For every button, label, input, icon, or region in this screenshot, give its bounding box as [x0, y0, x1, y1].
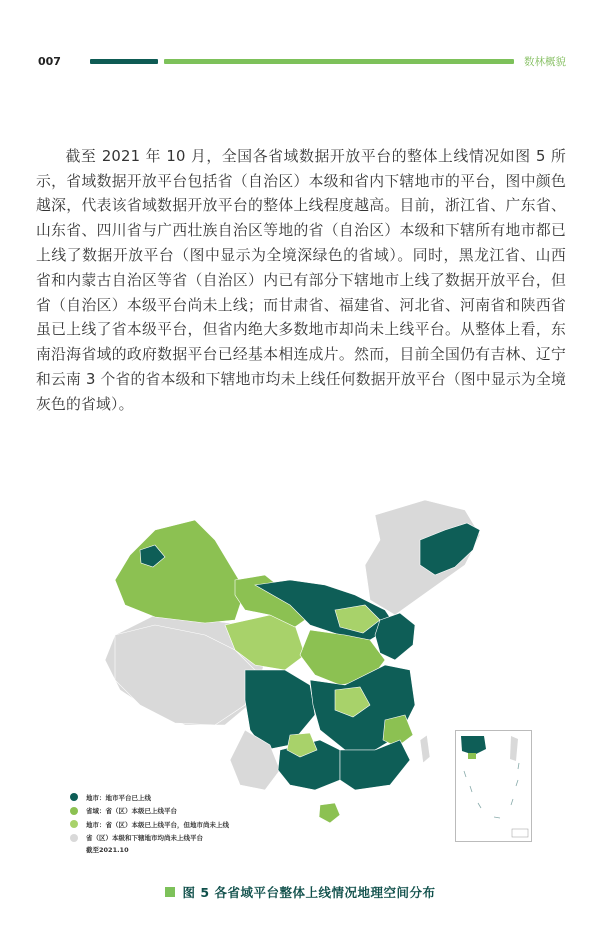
- figure-caption: [0, 883, 600, 901]
- header-rule-light: [164, 59, 514, 64]
- caption-marker: [165, 887, 175, 897]
- legend-item: [70, 832, 229, 844]
- legend-item: [70, 805, 229, 817]
- legend-date: 截至2021.10: [86, 846, 129, 854]
- inset-map: [456, 731, 531, 841]
- section-name: 数林概貌: [524, 56, 566, 68]
- south-china-sea-inset: [455, 730, 532, 842]
- legend-label: 省（区）本级和下辖地市均尚未上线平台: [86, 834, 203, 842]
- legend-swatch: [70, 834, 78, 842]
- legend-item: [70, 791, 229, 803]
- map-region-hainan: [319, 803, 340, 823]
- legend-label: 地市：地市平台已上线: [86, 793, 151, 802]
- map-legend: [70, 791, 229, 854]
- china-map: [95, 495, 505, 825]
- map-region-xinjiang: [115, 520, 245, 623]
- legend-label: 地市：省（区）本级已上线平台，但地市尚未上线: [86, 820, 229, 829]
- body-paragraph: 截至 2021 年 10 月，全国各省域数据开放平台的整体上线情况如图 5 所示，省域数据开放平台包括省（自治区）本级和省内下辖地市的平台，图中颜色越深，代表该省域数据开放平台的整体上线程度越高。目前，浙江省、广东省、山东省、四川省与广西壮族自治区等地的省（自治区）本级和下辖所有地市都已上线了数据开放平台（图中显示为全境深绿色的省域）。同时，黑龙江省、山西省和内蒙古自治区等省（自治区）内已有部分下辖地市上线了数据开放平台，但省（自治区）本级平台尚未上线；而甘肃省、福建省、河北省、河南省和陕西省虽已上线了省本级平台，但省内绝大多数地市却尚未上线平台。从整体上看，东南沿海省域的政府数据平台已经基本相连成片。然而，目前全国仍有吉林、辽宁和云南 3 个省的省本级和下辖地市均未上线任何数据开放平台（图中显示为全境灰色的省域）。: [36, 147, 566, 413]
- legend-swatch: [70, 820, 78, 828]
- header-rule-dark: [90, 59, 158, 64]
- legend-swatch: [70, 807, 78, 815]
- legend-label: 省域：省（区）本级已上线平台: [86, 807, 177, 815]
- map-region-shandong: [375, 613, 415, 660]
- page-number: 007: [38, 55, 61, 68]
- map-region-taiwan: [420, 735, 430, 763]
- legend-swatch: [70, 793, 78, 801]
- caption-text: 图 5 各省域平台整体上线情况地理空间分布: [182, 885, 436, 900]
- legend-item: [70, 818, 229, 830]
